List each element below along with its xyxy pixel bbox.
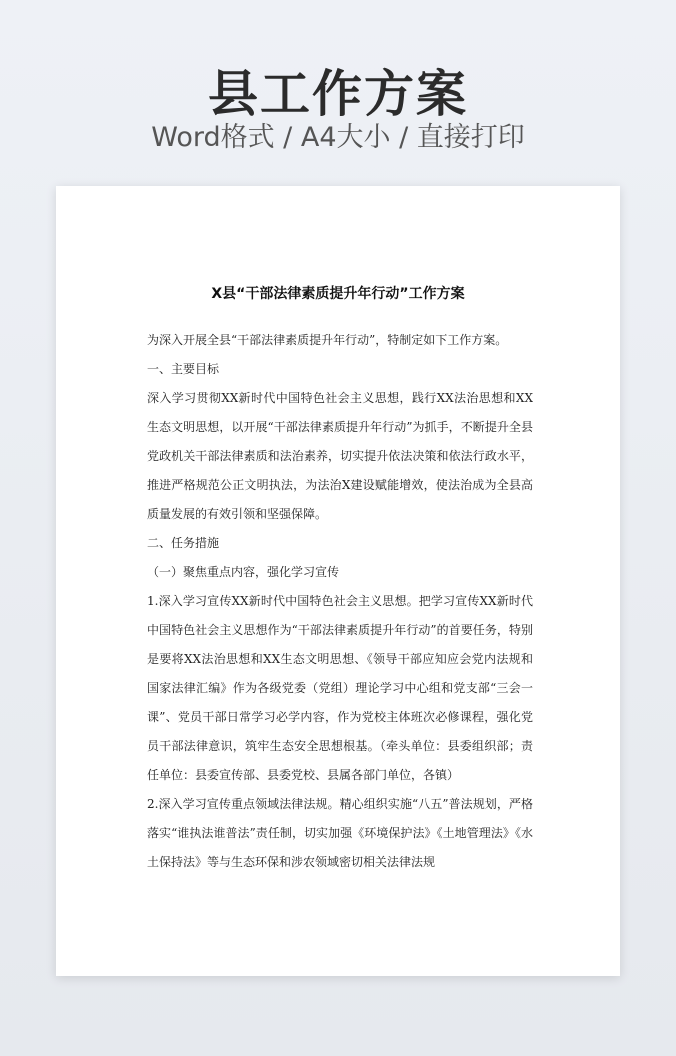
paragraph-item-1: 1.深入学习宣传XX新时代中国特色社会主义思想。把学习宣传XX新时代中国特色社会主义思想作为“干部法律素质提升年行动”的首要任务，特别是要将XX法治思想和XX生态文明思想、《领导干部应知应会党内法规和国家法律汇编》作为各级党委（党组）理论学习中心组和党支部“三会一课”、党员干部日常学习必学内容，作为党校主体班次必修课程，强化党员干部法律意识，筑牢生态安全思想根基。（牵头单位：县委组织部；责任单位：县委宣传部、县委党校、县属各部门单位，各镇） xyxy=(147,594,533,782)
paragraph-goals: 深入学习贯彻XX新时代中国特色社会主义思想，践行XX法治思想和XX生态文明思想，以开展“干部法律素质提升年行动”为抓手，不断提升全县党政机关干部法律素质和法治素养，切实提升依法决策和依法行政水平，推进严格规范公正文明执法，为法治X建设赋能增效，使法治成为全县高质量发展的有效引领和坚强保障。 xyxy=(147,391,533,521)
banner-subtitle: Word格式 / A4大小 / 直接打印 xyxy=(151,122,525,153)
document-body xyxy=(147,326,533,877)
subheading-focus-content: （一）聚焦重点内容，强化学习宣传 xyxy=(147,565,340,579)
document-page xyxy=(56,186,620,976)
paragraph-item-2: 2.深入学习宣传重点领域法律法规。精心组织实施“八五”普法规划，严格落实“谁执法谁普法”责任制，切实加强《环境保护法》《土地管理法》《水土保持法》等与生态环保和涉农领域密切相关法律法规 xyxy=(147,797,533,869)
banner-title: 县工作方案 xyxy=(208,65,468,123)
heading-task-measures: 二、任务措施 xyxy=(147,536,220,550)
document-title: X县“干部法律素质提升年行动”工作方案 xyxy=(211,286,465,302)
paragraph-intro: 为深入开展全县“干部法律素质提升年行动”，特制定如下工作方案。 xyxy=(147,333,508,347)
heading-main-goals: 一、主要目标 xyxy=(147,362,220,376)
